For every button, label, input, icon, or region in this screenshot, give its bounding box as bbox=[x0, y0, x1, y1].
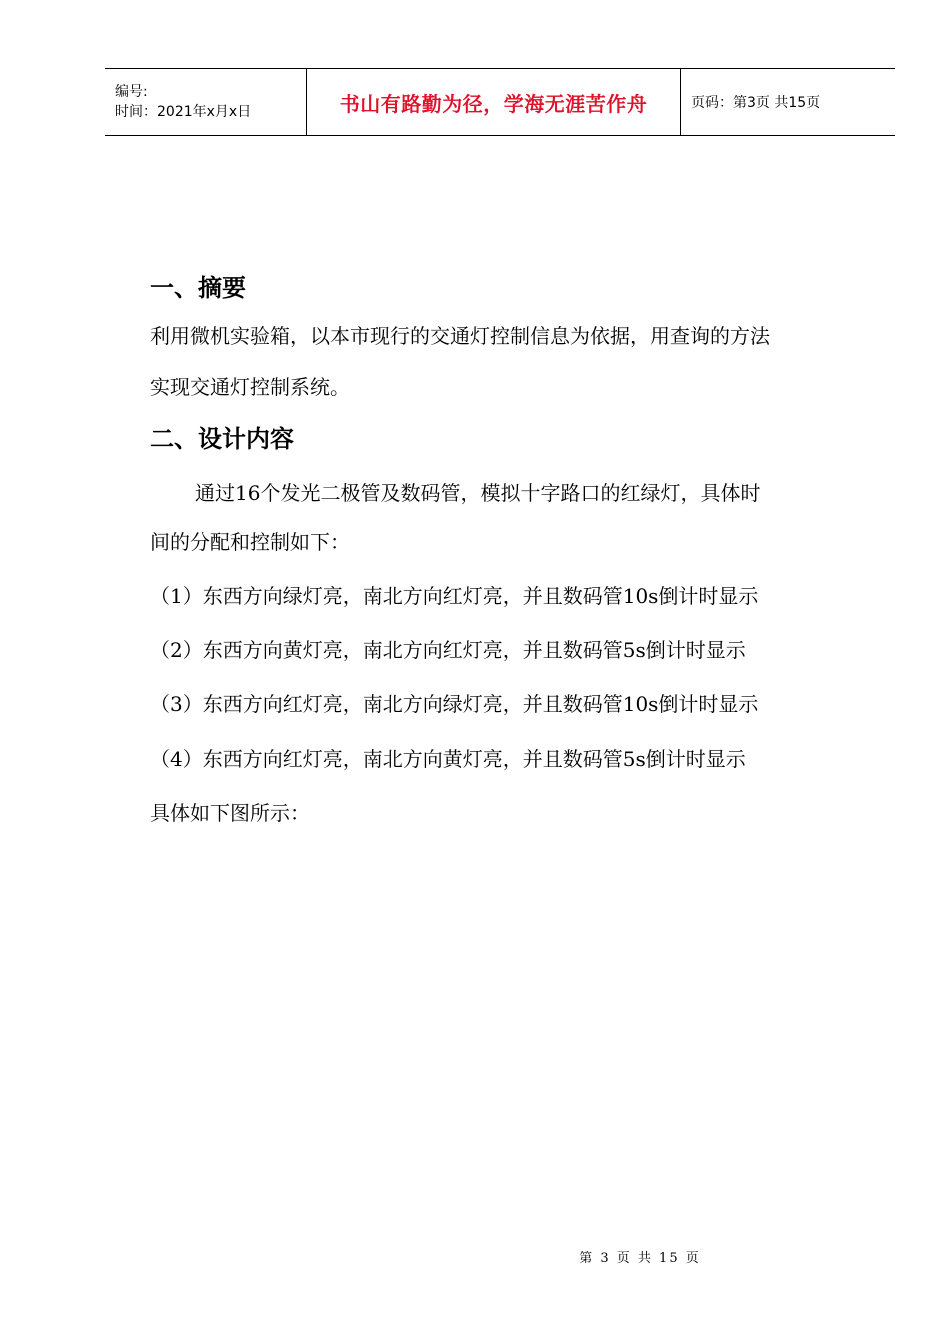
document-number-label: 编号: bbox=[115, 84, 148, 100]
design-line-figure-ref: 具体如下图所示： bbox=[150, 801, 310, 825]
header-motto: 书山有路勤为径，学海无涯苦作舟 bbox=[339, 91, 648, 116]
page-header bbox=[105, 68, 895, 136]
header-meta-cell bbox=[105, 69, 307, 135]
section-heading-design: 二、设计内容 bbox=[150, 425, 294, 453]
page-footer bbox=[0, 1247, 950, 1266]
abstract-line-2: 实现交通灯控制系统。 bbox=[150, 375, 350, 399]
header-page-number: 页码：第3页 共15页 bbox=[691, 95, 821, 111]
design-line-2: 间的分配和控制如下： bbox=[150, 530, 350, 554]
design-item-4: （4）东西方向红灯亮，南北方向黄灯亮，并且数码管5s倒计时显示 bbox=[150, 747, 746, 771]
header-motto-cell bbox=[307, 69, 681, 135]
design-item-2: （2）东西方向黄灯亮，南北方向红灯亮，并且数码管5s倒计时显示 bbox=[150, 638, 746, 662]
abstract-line-1: 利用微机实验箱，以本市现行的交通灯控制信息为依据，用查询的方法 bbox=[150, 324, 770, 348]
design-item-1: （1）东西方向绿灯亮，南北方向红灯亮，并且数码管10s倒计时显示 bbox=[150, 584, 759, 608]
design-item-3: （3）东西方向红灯亮，南北方向绿灯亮，并且数码管10s倒计时显示 bbox=[150, 692, 759, 716]
document-date-label: 时间：2021年x月x日 bbox=[115, 104, 252, 120]
header-page-cell bbox=[681, 69, 895, 135]
design-line-1: 通过16个发光二极管及数码管，模拟十字路口的红绿灯，具体时 bbox=[195, 481, 761, 505]
section-heading-abstract: 一、摘要 bbox=[150, 274, 246, 302]
footer-page-number: 第 3 页 共 15 页 bbox=[579, 1251, 701, 1266]
